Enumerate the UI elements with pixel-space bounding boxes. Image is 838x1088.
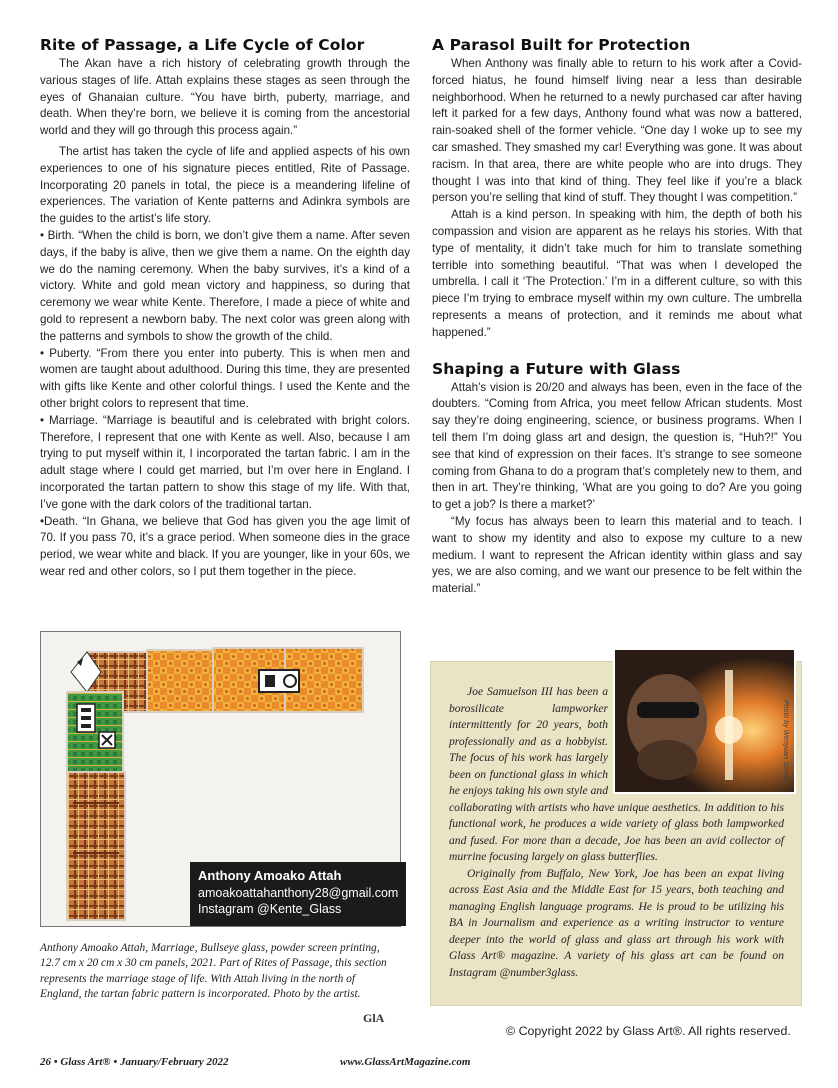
glass-art-logo: GlA <box>363 1011 385 1025</box>
photo-credit: Photo by Wenyuan Sirmak <box>782 700 789 783</box>
bullet-puberty: • Puberty. “From there you enter into puberty. This is when men and women are taught about adulthood. During this time, they are presented with gifts like Kente and other colorful things. I used the Kente and the other bright colors to represent that time. <box>40 346 410 410</box>
body-paragraph: When Anthony was finally able to return to his work after a Covid-forced hiatus, he found himself living near a less than desirable neighborhood. When he returned to a newly purchased car after having left it parked for a few days, Anthony found what was now a battered, rain-soaked shell of the former vehicle. “One day I woke up to see my car smashed. They smashed my car! Everything was gone. It was about racism. In that area, there are white people who are into drugs. They thought I was into that kind of thing. They feel like if you’re a black person you’re selling that kind of stuff. They thought I was competition.” <box>432 57 802 205</box>
author-bio-text <box>449 684 784 981</box>
bullet-birth: • Birth. “When the child is born, we don’t give them a name. After seven days, if the baby is alive, then we give them a name. On the eighth day we do the naming ceremony. When the baby survives, it’s a kind of a victory. White and gold mean victory and happiness, so during that ceremony we wear white Kente. Therefore, I made a piece of white and gold to represent a newborn baby. The next color was green along with the patterns and symbols to show the growth of the child. <box>40 228 410 343</box>
bullet-death: •Death. “In Ghana, we believe that God has given you the age limit of 70. If you pass 70, it’s a grace period. When someone dies in the grace period, we wear white and black. If you are younger, like in your 60s, we wear red and other colors, so I put them together in the piece. <box>40 514 410 578</box>
footer-website[interactable]: www.GlassArtMagazine.com <box>340 1056 471 1068</box>
bio-paragraph: Originally from Buffalo, New York, Joe has been an expat living across East Asia and the Middle East for 15 years, both teaching and managing English language programs. He is proud to be utilizing his BA in Journalism and experience as a writing instructor to venture deeper into the world of glass and glass art through his work with Glass Art® magazine. A variety of his glass art can be found on Instagram @number3glass. <box>449 866 784 979</box>
artist-email[interactable]: amoakoattahanthony28@gmail.com <box>198 886 399 900</box>
copyright-notice: © Copyright 2022 by Glass Art®. All rights reserved. <box>506 1024 791 1038</box>
artist-name: Anthony Amoako Attah <box>198 868 342 883</box>
body-paragraph: The artist has taken the cycle of life and applied aspects of his own experiences to one of his signature pieces entitled, Rite of Passage. Incorporating 20 panels in total, the piece is a meandering lifeline of experiences. The variation of Kente patterns and Adinkra symbols are the guides to the artist’s life story. <box>40 144 410 226</box>
photo-caption: Anthony Amoako Attah, Marriage, Bullseye glass, powder screen printing, 12.7 cm x 20 cm x 30 cm panels, 2021. Part of Rites of Passage, this section represents the marriage stage of life. With Attah living in the north of England, the tartan fabric pattern is incorporated. Photo by the artist. <box>40 942 387 1001</box>
body-paragraph: The Akan have a rich history of celebrating growth through the various stages of life. Attah explains these stages as seen through the eyes of Ghanaian culture. “You have birth, puberty, marriage, and death. When they’re born, we believe it is coming from the ancestorial world and they will go through this process again.” <box>40 57 410 138</box>
artist-instagram[interactable]: Instagram @Kente_Glass <box>198 902 342 916</box>
body-paragraph: “My focus has always been to learn this material and to teach. I want to show my identity and also to expose my culture to a new medium. I want to represent the African identity within glass and say yes, we are also coming, and we want our presence to be felt within the material.” <box>432 514 802 596</box>
artist-contact-label <box>190 862 406 926</box>
footer-page-info: 26 • Glass Art® • January/February 2022 <box>40 1056 229 1068</box>
left-column <box>40 36 410 581</box>
bullet-marriage: • Marriage. “Marriage is beautiful and is celebrated with bright colors. Therefore, I represent that one with Kente as well. Also, because I am trying to put myself within it, I incorporated the tartan fabric. I am in the adult stage where I could get married, but I’m over here in England. I incorporated the tartan pattern to show this stage of my life. With that, I’ve gone with the dark colors of the traditional tartan. <box>40 413 410 511</box>
body-paragraph: Attah’s vision is 20/20 and always has been, even in the face of the doubters. “Coming from Africa, you meet fellow African students. Most say they’re doing engineering, science, or business programs. When I tell them I’m doing glass art and design, the question is, “Huh?!” You see that kind of expression on their faces. It’s strange to see someone coming from Ghana to do a program that’s completely new to them, and then in art. They’re thinking, ‘What are you going to do? Are you going to get a job? Is there a market?’ <box>432 380 802 512</box>
body-paragraph: Attah is a kind person. In speaking with him, the depth of both his compassion and vision are apparent as he relays his stories. With that type of mentality, it didn’t take much for him to translate something terrible into something beautiful. “That was when I developed the umbrella. I call it ‘The Protection.’ I’m in a different culture, so with this piece I’m trying to embrace myself within my own culture. The umbrella represents a means of protection, and it reminds me about what happened.” <box>432 208 802 339</box>
right-column <box>432 36 802 598</box>
section-heading-shaping-future: Shaping a Future with Glass <box>432 359 681 378</box>
section-heading-rite-of-passage: Rite of Passage, a Life Cycle of Color <box>40 36 365 54</box>
bio-paragraph: Joe Samuelson III has been a borosilicate lampworker intermittently for 20 years, both professionally and as a hobbyist. The focus of his work has largely been on functional glass in which he enjoys taking his own style and collaborating with artists who have unique aesthetics. In addition to his functional work, he produces a wide variety of glass both lampworked and fused. For more than a decade, Joe has been an avid collector of murrine focusing largely on glass butterflies. <box>449 685 784 863</box>
section-heading-parasol: A Parasol Built for Protection <box>432 36 691 54</box>
